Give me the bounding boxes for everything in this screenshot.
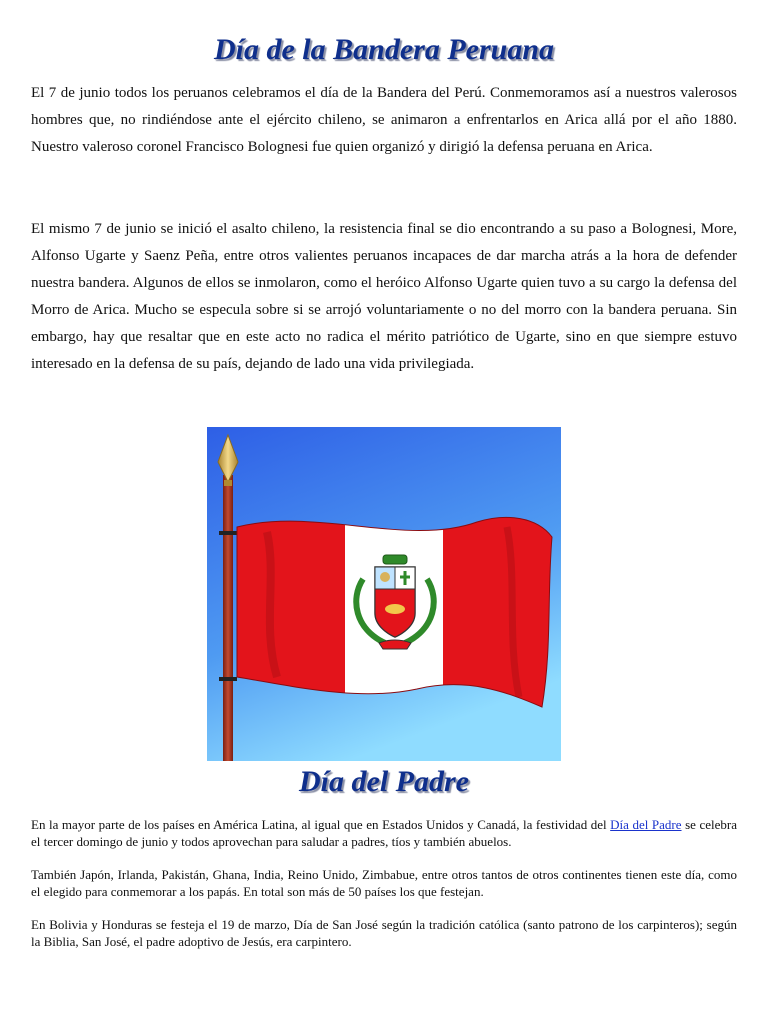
- paragraph-padre-1: [31, 816, 737, 850]
- paragraph-padre-2: También Japón, Irlanda, Pakistán, Ghana, India, Reino Unido, Zimbabue, entre otros tantos de otros continentes tienen este día, como el elegido para conmemorar a los papás. En total son más de 50 países los que festejan.: [31, 867, 737, 899]
- section-title-dia-del-padre: Día del Padre: [299, 765, 469, 798]
- paragraph-padre-1-text-b: se celebra el tercer domingo de junio y todos aprovechan para saludar a padres, tíos y también abuelos.: [31, 817, 737, 849]
- peru-flag-icon: [207, 427, 561, 761]
- paragraph-padre-1-text-a: En la mayor parte de los países en América Latina, al igual que en Estados Unidos y Canadá, la festividad del: [31, 817, 611, 832]
- page-title: Día de la Bandera Peruana: [213, 33, 555, 66]
- paragraph-bandera-1: El 7 de junio todos los peruanos celebramos el día de la Bandera del Perú. Conmemoramos así a nuestros valerosos hombres que, no rindiéndose ante el ejército chileno, se animaron a enfrentarlos en Arica allá por el año 1880. Nuestro valeroso coronel Francisco Bolognesi fue quien organizó y dirigió la defensa peruana en Arica.: [31, 85, 737, 155]
- paragraph-bandera-2: El mismo 7 de junio se inició el asalto chileno, la resistencia final se dio encontrando a su paso a Bolognesi, More, Alfonso Ugarte y Saenz Peña, entre otros valientes peruanos incapaces de dar marcha atrás a la hora de defender nuestra bandera. Algunos de ellos se inmolaron, como el heróico Alfonso Ugarte quien tuvo a su cargo la defensa del Morro de Arica. Mucho se especula sobre si se arrojó voluntariamente o no del morro con la bandera peruana. Sin embargo, hay que resaltar que en este acto no radica el mérito patriótico de Ugarte, sino en que siempre estuvo interesado en la defensa de su país, dejando de lado una vida privilegiada.: [31, 221, 737, 372]
- dia-del-padre-link[interactable]: Día del Padre: [610, 817, 682, 832]
- peru-flag-image: [207, 427, 561, 761]
- paragraph-padre-3: En Bolivia y Honduras se festeja el 19 de marzo, Día de San José según la tradición católica (santo patrono de los carpinteros); según la Biblia, San José, el padre adoptivo de Jesús, era carpintero.: [31, 917, 737, 949]
